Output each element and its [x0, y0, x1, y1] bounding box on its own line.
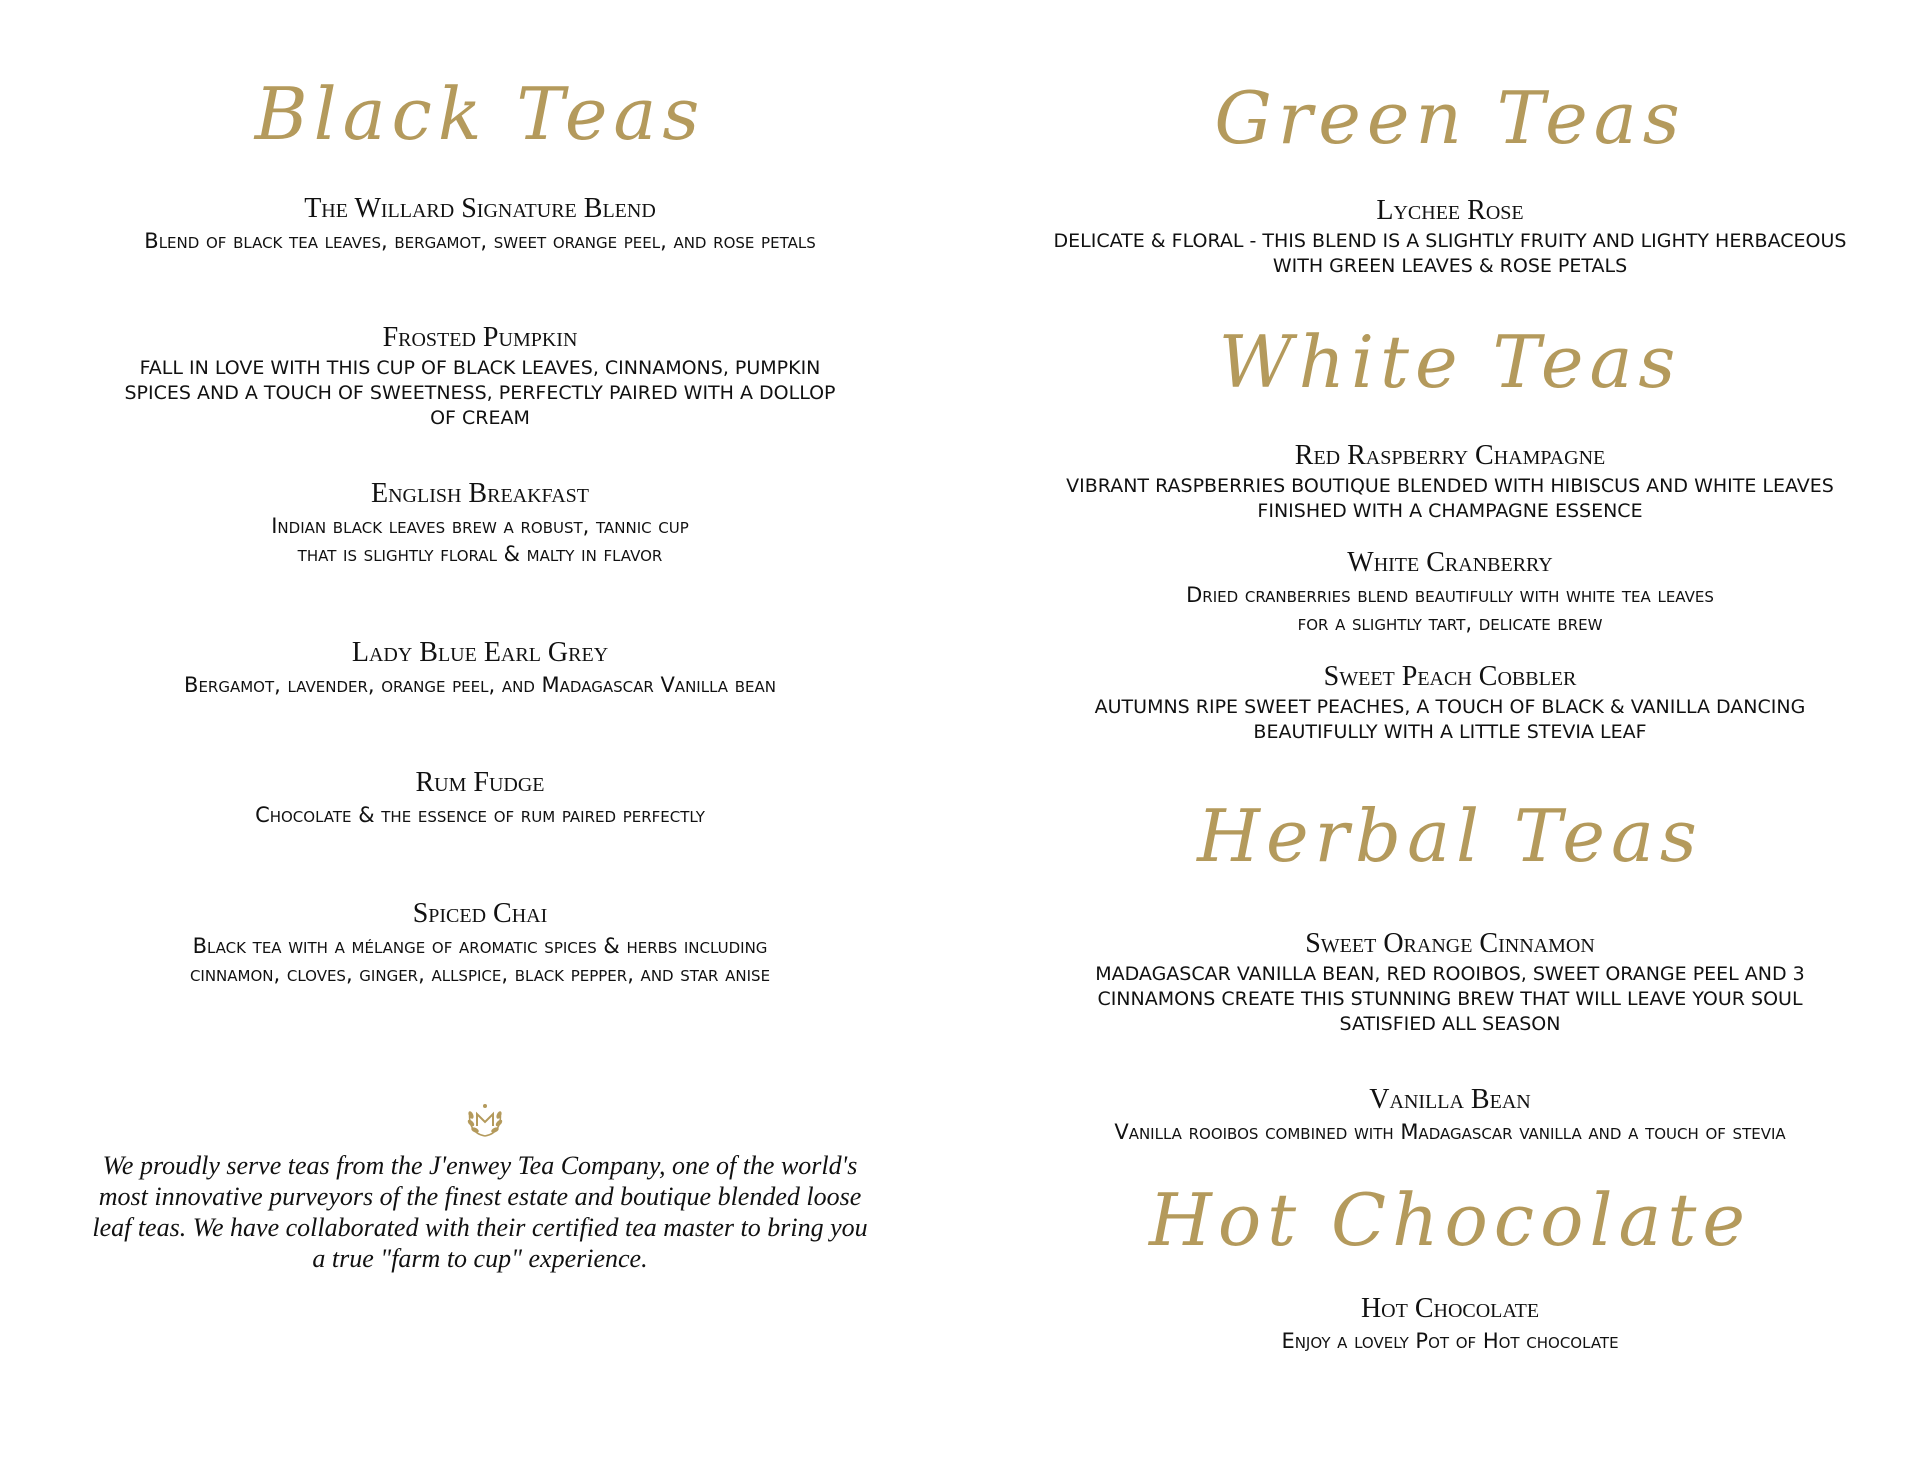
tea-description: AUTUMNS RIPE SWEET PEACHES, A TOUCH OF BLACK & VANILLA DANCING BEAUTIFULLY WITH A LITTLE STEVIA LEAF	[1094, 696, 1806, 743]
section-title-green-teas: Green Teas	[1214, 76, 1686, 160]
section-title-herbal-teas: Herbal Teas	[1197, 794, 1703, 878]
tea-description: DELICATE & FLORAL - THIS BLEND IS A SLIGHTLY FRUITY AND LIGHTY HERBACEOUS WITH GREEN LEAVES & ROSE PETALS	[1053, 230, 1847, 277]
tea-name: Lychee Rose	[1376, 195, 1524, 226]
tea-name: Spiced Chai	[412, 898, 548, 929]
tea-item	[1020, 928, 1880, 1037]
tea-company-statement: We proudly serve teas from the J'enwey Tea Company, one of the world's most innovative purveyors of the finest estate and boutique blended loose leaf teas. We have collaborated with their certified tea master to bring you a true "farm to cup" experience.	[92, 1151, 868, 1273]
tea-item	[1020, 1293, 1880, 1355]
tea-description: Vanilla rooibos combined with Madagascar vanilla and a touch of stevia	[1114, 1120, 1786, 1144]
tea-description: Black tea with a mélange of aromatic spices & herbs including cinnamon, cloves, ginger, allspice, black pepper, and star anise	[189, 934, 771, 986]
tea-name: White Cranberry	[1347, 547, 1553, 578]
tea-item	[90, 637, 870, 699]
tea-name: Vanilla Bean	[1369, 1084, 1531, 1115]
tea-description: FALL IN LOVE WITH THIS CUP OF BLACK LEAVES, CINNAMONS, PUMPKIN SPICES AND A TOUCH OF SWEETNESS, PERFECTLY PAIRED WITH A DOLLOP OF CREAM	[124, 357, 836, 429]
tea-name: Red Raspberry Champagne	[1294, 440, 1606, 471]
tea-name: The Willard Signature Blend	[304, 193, 656, 224]
laurel-wreath-crest-icon	[463, 1100, 507, 1140]
tea-description: Enjoy a lovely Pot of Hot chocolate	[1281, 1329, 1619, 1353]
tea-name: English Breakfast	[371, 478, 589, 509]
tea-description: Chocolate & the essence of rum paired perfectly	[255, 803, 705, 827]
section-title-white-teas: White Teas	[1218, 320, 1682, 404]
tea-name: Sweet Peach Cobbler	[1323, 661, 1577, 692]
tea-item	[1020, 440, 1880, 524]
tea-name: Frosted Pumpkin	[382, 322, 578, 353]
tea-description: Blend of black tea leaves, bergamot, sweet orange peel, and rose petals	[144, 229, 816, 253]
tea-name: Lady Blue Earl Grey	[351, 637, 609, 668]
tea-description: Dried cranberries blend beautifully with white tea leaves for a slightly tart, delicate brew	[1186, 583, 1714, 635]
section-title-hot-chocolate: Hot Chocolate	[1149, 1178, 1751, 1262]
tea-name: Rum Fudge	[415, 767, 545, 798]
tea-description: Bergamot, lavender, orange peel, and Madagascar Vanilla bean	[184, 673, 776, 697]
tea-item	[90, 322, 870, 431]
tea-item	[1020, 195, 1880, 279]
tea-item	[90, 193, 870, 255]
tea-item	[1020, 1084, 1880, 1146]
tea-item	[1020, 547, 1880, 637]
tea-name: Hot Chocolate	[1360, 1293, 1540, 1324]
tea-description: Indian black leaves brew a robust, tannic cup that is slightly floral & malty in flavor	[271, 514, 689, 566]
tea-item	[90, 767, 870, 829]
tea-item	[90, 478, 870, 568]
tea-description: VIBRANT RASPBERRIES BOUTIQUE BLENDED WITH HIBISCUS AND WHITE LEAVES FINISHED WITH A CHAMPAGNE ESSENCE	[1066, 475, 1834, 522]
tea-item	[90, 898, 870, 988]
tea-item	[1020, 661, 1880, 745]
tea-name: Sweet Orange Cinnamon	[1305, 928, 1595, 959]
section-title-black-teas: Black Teas	[254, 72, 706, 156]
tea-description: MADAGASCAR VANILLA BEAN, RED ROOIBOS, SWEET ORANGE PEEL AND 3 CINNAMONS CREATE THIS STUNNING BREW THAT WILL LEAVE YOUR SOUL SATISFIED ALL SEASON	[1095, 963, 1805, 1035]
